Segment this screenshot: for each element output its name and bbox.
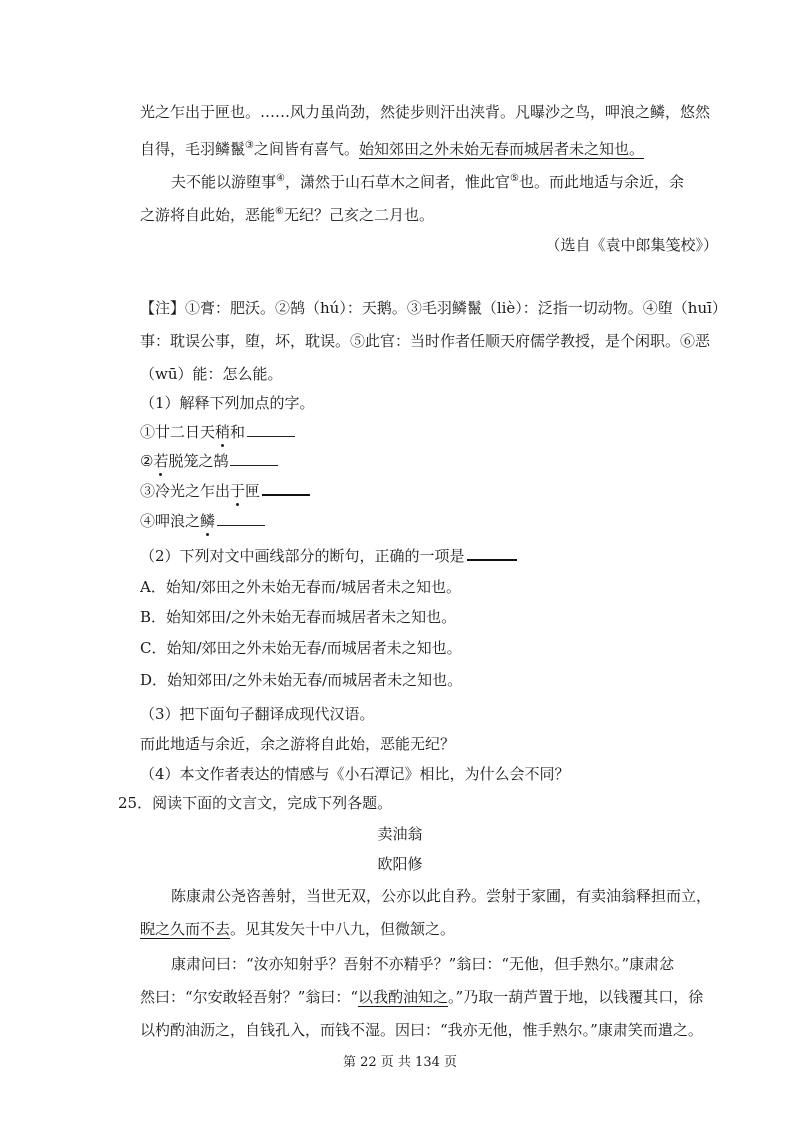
q3-title: （3）把下面句子翻译成现代汉语。 xyxy=(140,705,375,723)
article-line-2: 睨之久而不去。见其发矢十中八九，但微颔之。 xyxy=(140,920,456,938)
dotted-char: 鳞 xyxy=(200,512,216,530)
note-marker: ③ xyxy=(245,140,254,151)
underlined-phrase: 睨之久而不去 xyxy=(140,920,231,938)
note-marker: ⑥ xyxy=(275,206,284,217)
notes-line-2: 事：耽误公事，堕，坏，耽误。⑤此官：当时作者任顺天府儒学教授，是个闲职。⑥恶 xyxy=(140,332,711,350)
dotted-char: 若 xyxy=(153,452,169,470)
notes-line-3: （wū）能：怎么能。 xyxy=(140,365,283,383)
passage-line-4 xyxy=(140,201,434,226)
passage-line-1: 光之乍出于匣也。……风力虽尚劲，然徒步则汗出浃背。凡曝沙之鸟，呷浪之鳞，悠然 xyxy=(140,103,711,121)
passage-text: 无纪？己亥之二月也。 xyxy=(283,206,434,224)
passage-text: 夫不能以游堕事 xyxy=(171,173,277,191)
passage-text: ，潇然于山石草木之间者，惟此官 xyxy=(284,173,510,191)
q2-title: （2）下列对文中画线部分的断句，正确的一项是 xyxy=(140,545,517,567)
q2-option-d: D．始知郊田/之外未始无春/而城居者未之知也。 xyxy=(140,671,463,689)
underlined-phrase: 以我酌油知之 xyxy=(358,988,449,1006)
answer-blank[interactable] xyxy=(230,451,278,466)
q1-item-2: ②若脱笼之鹄 xyxy=(140,450,278,472)
answer-blank[interactable] xyxy=(262,480,310,496)
article-line-1: 陈康肃公尧咨善射，当世无双，公亦以此自矜。尝射于家圃，有卖油翁释担而立， xyxy=(171,887,712,905)
q2-option-b: B．始知郊田/之外未始无春而城居者未之知也。 xyxy=(140,608,457,626)
q4-title: （4）本文作者表达的情感与《小石潭记》相比，为什么会不同？ xyxy=(140,765,570,783)
passage-text: 之游将自此始，恶能 xyxy=(140,206,276,224)
q1-title: （1）解释下列加点的字。 xyxy=(140,394,315,412)
passage-text: 自得，毛羽鳞鬣 xyxy=(140,140,246,158)
answer-blank[interactable] xyxy=(247,422,295,437)
source-citation: （选自《袁中郎集笺校》） xyxy=(545,236,718,254)
q2-option-c: C．始知/郊田之外未始无春/而城居者未之知也。 xyxy=(140,639,462,657)
q1-item-1: ①廿二日天稍和 xyxy=(140,421,295,443)
q3-sentence: 而此地适与余近，余之游将自此始，恶能无纪？ xyxy=(140,735,456,753)
answer-blank[interactable] xyxy=(467,545,517,561)
article-line-4: 然曰：“尔安敢轻吾射？”翁曰：“以我酌油知之。”乃取一葫芦置于地，以钱覆其口，徐 xyxy=(140,988,704,1006)
dotted-char: 稍 xyxy=(215,423,231,441)
page-footer: 第 22 页 共 134 页 xyxy=(342,1055,458,1070)
q2-option-a: A．始知/郊田之外未始无春而/城居者未之知也。 xyxy=(140,578,461,596)
underlined-sentence: 始知郊田之外未始无春而城居者未之知也。 xyxy=(359,140,645,158)
article-heading: 卖油翁 xyxy=(377,825,423,843)
article-author: 欧阳修 xyxy=(377,855,423,873)
passage-text: 之间皆有喜气。 xyxy=(253,140,359,158)
article-line-3: 康肃问曰：“汝亦知射乎？吾射不亦精乎？”翁曰：“无他，但手熟尔。”康肃忿 xyxy=(171,955,675,973)
passage-line-2 xyxy=(140,135,644,160)
q25-title: 25．阅读下面的文言文，完成下列各题。 xyxy=(118,794,393,812)
q1-item-4: ④呷浪之鳞 xyxy=(140,510,265,532)
passage-text: 也。而此地适与余近，余 xyxy=(518,173,684,191)
note-marker: ⑤ xyxy=(510,173,519,184)
passage-line-3 xyxy=(171,168,684,193)
answer-blank[interactable] xyxy=(217,511,265,526)
article-line-5: 以杓酌油沥之，自钱孔入，而钱不湿。因曰：“我亦无他，惟手熟尔。”康肃笑而遣之。 xyxy=(140,1021,703,1039)
note-marker: ④ xyxy=(276,173,285,184)
dotted-char: 于 xyxy=(230,482,246,500)
notes-line-1: 【注】①膏：肥沃。②鹄（hú）：天鹅。③毛羽鳞鬣（liè）：泛指一切动物。④堕（huī） xyxy=(140,299,727,317)
q1-item-3: ③冷光之乍出于匣 xyxy=(140,480,310,502)
